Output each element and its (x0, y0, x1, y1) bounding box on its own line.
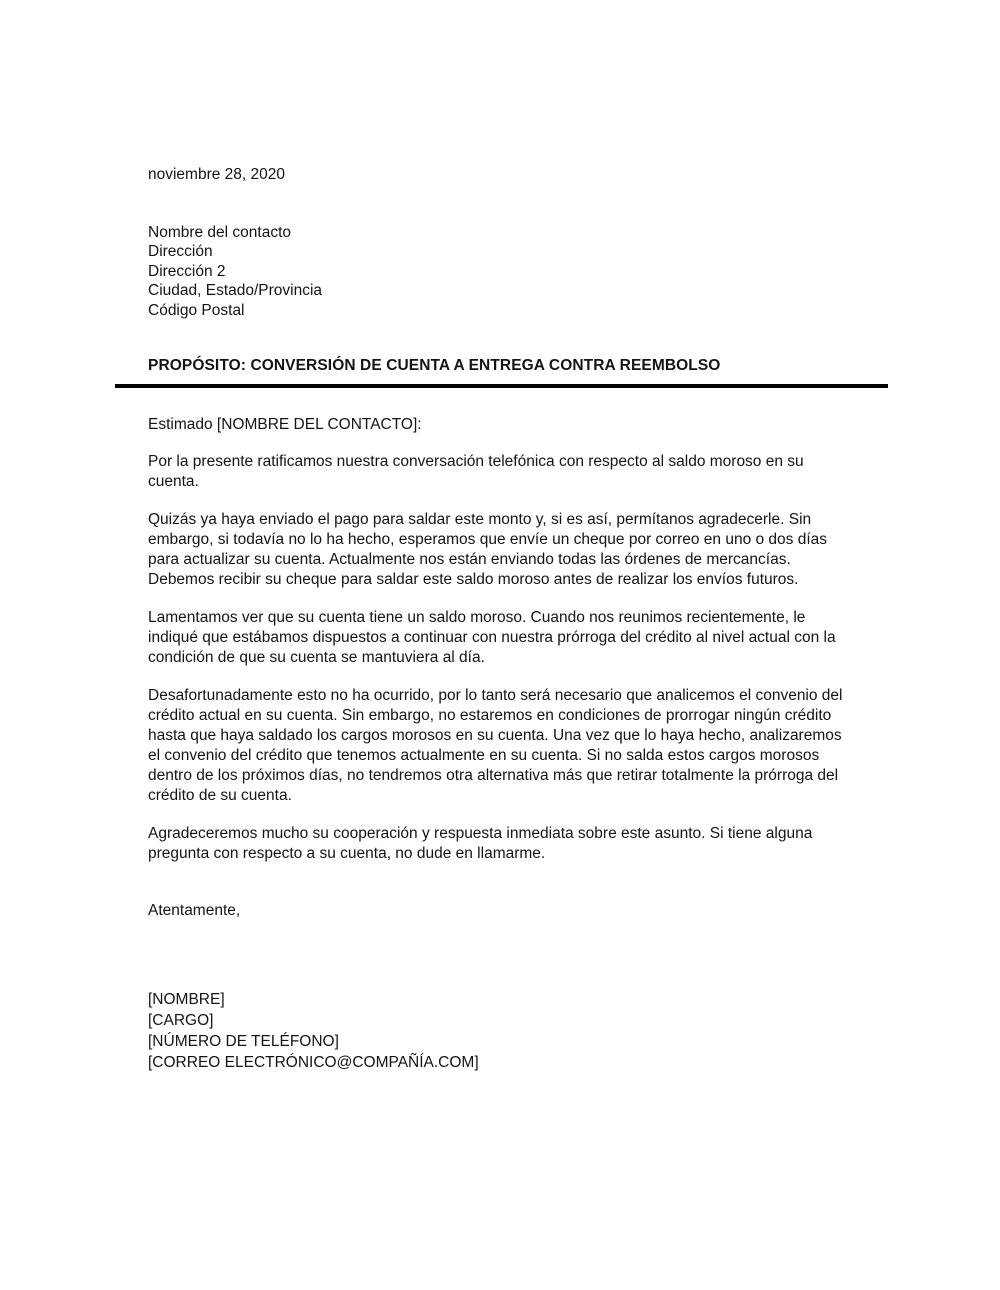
recipient-address-line-1: Dirección (148, 243, 213, 260)
recipient-address-block (148, 223, 855, 321)
closing: Atentamente, (148, 902, 241, 919)
recipient-name: Nombre del contacto (148, 223, 292, 241)
paragraph-5: Agradeceremos mucho su cooperación y respuesta inmediata sobre este asunto. Si tiene alguna pregunta con respecto a su cuenta, no dude en llamarme. (148, 825, 813, 862)
signature-block (148, 989, 855, 1073)
recipient-city-state: Ciudad, Estado/Provincia (148, 282, 323, 299)
signature-title: [CARGO] (148, 1011, 214, 1029)
recipient-postal-code: Código Postal (148, 301, 245, 319)
paragraph-2: Quizás ya haya enviado el pago para saldar este monto y, si es así, permítanos agradecerle. Sin embargo, si todavía no lo ha hecho, esperamos que envíe un cheque por correo en uno o dos días para actualizar su cuenta. Actualmente nos están enviando todas las órdenes de mercancías. Debemos recibir su cheque para saldar este saldo moroso antes de realizar los envíos futuros. (148, 511, 828, 588)
paragraph-4: Desafortunadamente esto no ha ocurrido, por lo tanto será necesario que analicemos el convenio del crédito actual en su cuenta. Sin embargo, no estaremos en condiciones de prorrogar ningún crédito hasta que haya saldado los cargos morosos en su cuenta. Una vez que lo haya hecho, analizaremos el convenio del crédito que tenemos actualmente en su cuenta. Si no salda estos cargos morosos dentro de los próximos días, no tendremos otra alternativa más que retirar totalmente la prórroga del crédito de su cuenta. (148, 687, 843, 804)
subject-line: PROPÓSITO: CONVERSIÓN DE CUENTA A ENTREGA CONTRA REEMBOLSO (148, 357, 721, 374)
signature-phone: [NÚMERO DE TELÉFONO] (148, 1032, 339, 1050)
salutation: Estimado [NOMBRE DEL CONTACTO]: (148, 415, 422, 433)
paragraph-1: Por la presente ratificamos nuestra conversación telefónica con respecto al saldo moroso en su cuenta. (148, 453, 804, 490)
recipient-address-line-2: Dirección 2 (148, 262, 226, 280)
paragraph-3: Lamentamos ver que su cuenta tiene un saldo moroso. Cuando nos reunimos recientemente, le indiqué que estábamos dispuestos a continuar con nuestra prórroga del crédito al nivel actual con la condición de que su cuenta se mantuviera al día. (148, 609, 836, 666)
signature-email: [CORREO ELECTRÓNICO@COMPAÑÍA.COM] (148, 1053, 479, 1071)
letter-date: noviembre 28, 2020 (148, 166, 286, 183)
signature-name: [NOMBRE] (148, 990, 225, 1008)
horizontal-rule (115, 384, 888, 388)
